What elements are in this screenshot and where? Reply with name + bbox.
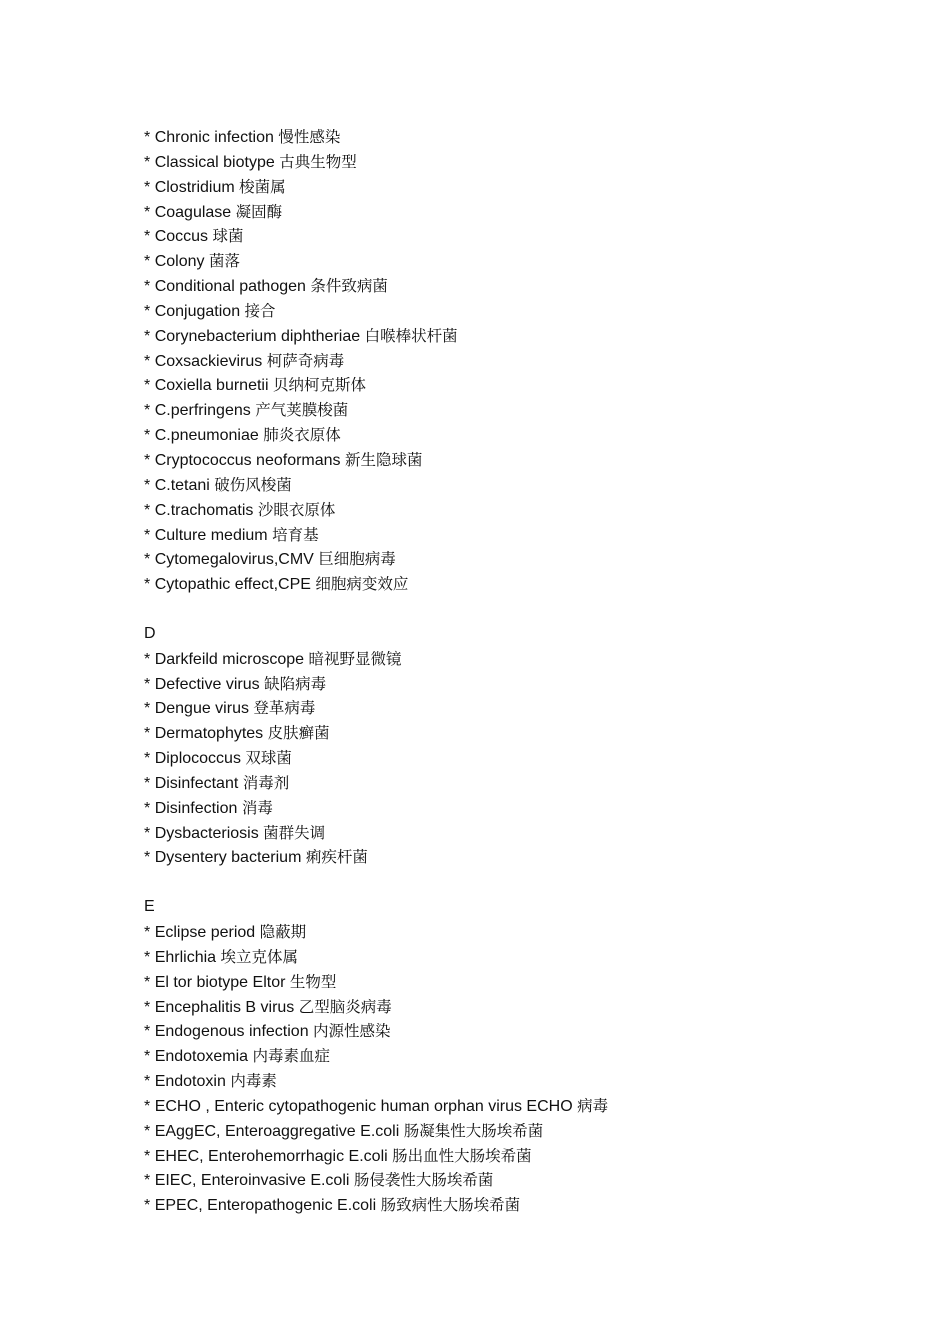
entry-chinese-term: 柯萨奇病毒	[266, 351, 345, 370]
entry-bullet: *	[144, 799, 151, 817]
glossary-entry	[144, 473, 884, 498]
entry-chinese-term: 皮肤癣菌	[267, 724, 330, 743]
glossary-entry	[144, 523, 884, 548]
glossary-entry	[144, 845, 884, 870]
glossary-entry	[144, 349, 884, 374]
entry-english-term: Dysentery bacterium	[154, 849, 302, 867]
glossary-entry	[144, 572, 884, 597]
entry-chinese-term: 肠致病性大肠埃希菌	[380, 1196, 521, 1215]
entry-chinese-term: 缺陷病毒	[264, 674, 327, 693]
entry-english-term: C.trachomatis	[154, 501, 254, 519]
glossary-entry	[144, 945, 884, 970]
entry-english-term: Coagulase	[154, 203, 232, 221]
entry-english-term: Conjugation	[154, 302, 241, 320]
glossary-entry	[144, 1168, 884, 1193]
glossary-entry	[144, 299, 884, 324]
entry-chinese-term: 内毒素血症	[252, 1047, 331, 1066]
section-spacer	[144, 870, 884, 895]
entry-chinese-term: 乙型脑炎病毒	[298, 997, 392, 1016]
glossary-entry	[144, 1044, 884, 1069]
entry-chinese-term: 病毒	[577, 1096, 609, 1115]
entry-english-term: Cytopathic effect,CPE	[154, 576, 311, 594]
entry-chinese-term: 消毒剂	[242, 773, 290, 792]
section-spacer	[144, 597, 884, 622]
entry-english-term: Classical biotype	[154, 153, 275, 171]
glossary-entry	[144, 274, 884, 299]
glossary-entry	[144, 1094, 884, 1119]
entry-english-term: Diplococcus	[154, 750, 241, 768]
section-letter-heading: E	[144, 898, 155, 916]
entry-bullet: *	[144, 750, 151, 768]
entry-chinese-term: 慢性感染	[278, 128, 341, 146]
entry-bullet: *	[144, 551, 151, 569]
entry-bullet: *	[144, 849, 151, 867]
entry-chinese-term: 条件致病菌	[310, 277, 388, 296]
glossary-entry	[144, 672, 884, 697]
entry-bullet: *	[144, 1097, 151, 1115]
entry-bullet: *	[144, 924, 151, 941]
entry-english-term: Eclipse period	[154, 924, 256, 941]
entry-english-term: Ehrlichia	[154, 948, 217, 966]
entry-english-term: Dermatophytes	[154, 725, 264, 743]
entry-chinese-term: 肠侵袭性大肠埃希菌	[353, 1171, 494, 1190]
entry-bullet: *	[144, 278, 151, 296]
glossary-entry	[144, 1119, 884, 1144]
glossary-entry	[144, 175, 884, 200]
entry-bullet: *	[144, 327, 151, 345]
entry-chinese-term: 生物型	[289, 972, 337, 991]
entry-english-term: EIEC, Enteroinvasive E.coli	[154, 1172, 350, 1190]
entry-chinese-term: 暗视野显微镜	[308, 649, 402, 668]
entry-chinese-term: 肠凝集性大肠埃希菌	[403, 1121, 544, 1140]
entry-bullet: *	[144, 1147, 151, 1165]
glossary-entry	[144, 448, 884, 473]
glossary-entry	[144, 373, 884, 398]
entry-chinese-term: 登革病毒	[253, 699, 316, 718]
entry-chinese-term: 双球菌	[245, 749, 292, 768]
glossary-entry	[144, 721, 884, 746]
glossary-page	[144, 125, 884, 1218]
glossary-entry	[144, 821, 884, 846]
entry-english-term: EAggEC, Enteroaggregative E.coli	[154, 1122, 400, 1140]
entry-chinese-term: 产气荚膜梭菌	[255, 401, 349, 420]
entry-chinese-term: 内源性感染	[313, 1022, 391, 1041]
entry-bullet: *	[144, 700, 151, 718]
glossary-entry	[144, 324, 884, 349]
entry-chinese-term: 肺炎衣原体	[263, 426, 341, 445]
entry-bullet: *	[144, 178, 151, 196]
glossary-entry	[144, 547, 884, 572]
entry-english-term: Disinfection	[154, 799, 238, 817]
entry-chinese-term: 培育基	[272, 525, 319, 544]
glossary-entry	[144, 696, 884, 721]
entry-bullet: *	[144, 998, 151, 1016]
entry-bullet: *	[144, 1172, 151, 1190]
entry-chinese-term: 沙眼衣原体	[257, 500, 336, 519]
glossary-entry	[144, 398, 884, 423]
entry-bullet: *	[144, 948, 151, 966]
glossary-entry	[144, 200, 884, 225]
entry-chinese-term: 接合	[244, 301, 276, 320]
entry-english-term: EHEC, Enterohemorrhagic E.coli	[154, 1147, 388, 1165]
entry-chinese-term: 消毒	[241, 798, 273, 817]
entry-english-term: Cryptococcus neoformans	[154, 451, 341, 469]
entry-english-term: Encephalitis B virus	[154, 998, 295, 1016]
entry-chinese-term: 菌落	[208, 252, 240, 271]
entry-english-term: Darkfeild microscope	[154, 650, 305, 668]
glossary-entry	[144, 647, 884, 672]
entry-chinese-term: 贝纳柯克斯体	[272, 376, 366, 395]
entry-bullet: *	[144, 402, 151, 420]
entry-bullet: *	[144, 377, 151, 395]
entry-english-term: Defective virus	[154, 675, 260, 693]
glossary-entry	[144, 150, 884, 175]
entry-english-term: Dysbacteriosis	[154, 824, 259, 842]
entry-chinese-term: 凝固酶	[235, 202, 283, 221]
entry-english-term: Conditional pathogen	[154, 278, 306, 296]
entry-chinese-term: 隐蔽期	[259, 923, 307, 941]
entry-english-term: Endogenous infection	[154, 1023, 309, 1041]
entry-bullet: *	[144, 1197, 151, 1215]
entry-english-term: Endotoxemia	[154, 1048, 249, 1066]
entry-chinese-term: 肠出血性大肠埃希菌	[392, 1146, 532, 1165]
glossary-entry	[144, 498, 884, 523]
entry-bullet: *	[144, 675, 151, 693]
entry-bullet: *	[144, 352, 151, 370]
entry-english-term: Chronic infection	[154, 129, 274, 146]
entry-english-term: Corynebacterium diphtheriae	[154, 327, 361, 345]
entry-bullet: *	[144, 774, 151, 792]
glossary-entry	[144, 224, 884, 249]
entry-bullet: *	[144, 973, 151, 991]
entry-bullet: *	[144, 824, 151, 842]
glossary-entry	[144, 796, 884, 821]
entry-chinese-term: 白喉棒状杆菌	[364, 326, 458, 345]
entry-english-term: Colony	[154, 253, 205, 271]
entry-bullet: *	[144, 576, 151, 594]
entry-bullet: *	[144, 1023, 151, 1041]
entry-english-term: Clostridium	[154, 178, 235, 196]
entry-english-term: ECHO , Enteric cytopathogenic human orphan virus ECHO	[154, 1097, 573, 1115]
entry-bullet: *	[144, 501, 151, 519]
entry-english-term: Dengue virus	[154, 700, 249, 718]
entry-chinese-term: 梭菌属	[239, 177, 286, 196]
glossary-entry	[144, 771, 884, 796]
glossary-entry	[144, 423, 884, 448]
entry-chinese-term: 埃立克体属	[220, 947, 299, 966]
entry-bullet: *	[144, 153, 151, 171]
entry-bullet: *	[144, 1073, 151, 1091]
entry-english-term: Coccus	[154, 228, 209, 246]
entry-bullet: *	[144, 1048, 151, 1066]
entry-bullet: *	[144, 650, 151, 668]
entry-english-term: C.pneumoniae	[154, 427, 259, 445]
glossary-entry	[144, 746, 884, 771]
entry-chinese-term: 内毒素	[230, 1072, 277, 1091]
entry-chinese-term: 古典生物型	[279, 152, 357, 171]
glossary-entry	[144, 1069, 884, 1094]
entry-english-term: Cytomegalovirus,CMV	[154, 551, 314, 569]
entry-english-term: Endotoxin	[154, 1073, 226, 1091]
section-letter-heading: D	[144, 624, 156, 642]
entry-english-term: Coxsackievirus	[154, 352, 263, 370]
entry-bullet: *	[144, 476, 151, 494]
glossary-entry	[144, 970, 884, 995]
entry-chinese-term: 痢疾杆菌	[305, 848, 368, 867]
entry-english-term: EPEC, Enteropathogenic E.coli	[154, 1197, 377, 1215]
glossary-entry	[144, 249, 884, 274]
entry-bullet: *	[144, 228, 151, 246]
entry-english-term: Disinfectant	[154, 774, 239, 792]
entry-bullet: *	[144, 302, 151, 320]
entry-bullet: *	[144, 129, 151, 146]
entry-chinese-term: 破伤风梭菌	[214, 475, 292, 494]
glossary-entry	[144, 995, 884, 1020]
glossary-entry	[144, 1019, 884, 1044]
entry-bullet: *	[144, 451, 151, 469]
entry-chinese-term: 菌群失调	[263, 823, 326, 842]
glossary-entry	[144, 1144, 884, 1169]
entry-bullet: *	[144, 427, 151, 445]
entry-chinese-term: 新生隐球菌	[345, 450, 423, 469]
entry-bullet: *	[144, 1122, 151, 1140]
entry-chinese-term: 球菌	[212, 227, 244, 246]
entry-english-term: Culture medium	[154, 526, 268, 544]
glossary-entry	[144, 920, 884, 945]
glossary-entry	[144, 125, 884, 150]
entry-english-term: C.tetani	[154, 476, 210, 494]
entry-bullet: *	[144, 253, 151, 271]
entry-bullet: *	[144, 725, 151, 743]
entry-english-term: Coxiella burnetii	[154, 377, 269, 395]
entry-english-term: C.perfringens	[154, 402, 251, 420]
entry-bullet: *	[144, 526, 151, 544]
glossary-entry	[144, 1193, 884, 1218]
entry-bullet: *	[144, 203, 151, 221]
entry-chinese-term: 细胞病变效应	[315, 575, 409, 594]
entry-english-term: El tor biotype Eltor	[154, 973, 286, 991]
entry-chinese-term: 巨细胞病毒	[318, 550, 396, 569]
